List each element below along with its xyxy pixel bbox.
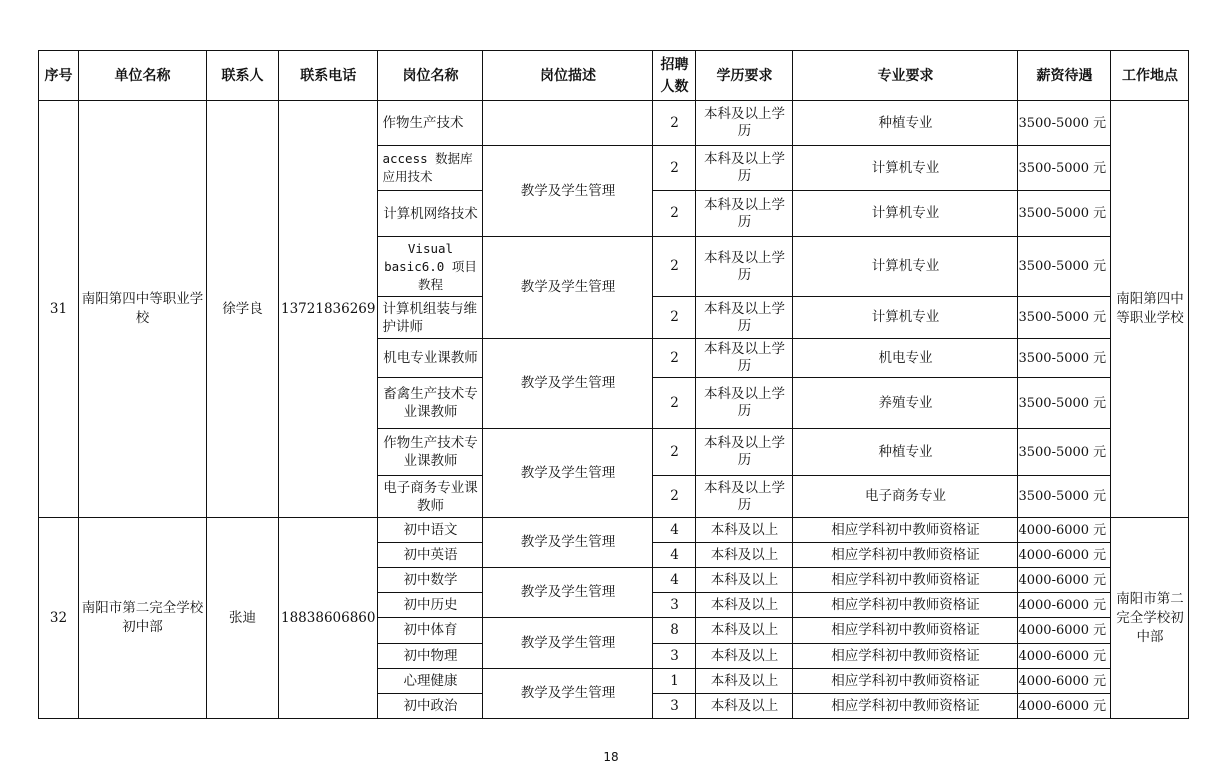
salary: 4000-6000 元 — [1018, 518, 1111, 543]
header-desc: 岗位描述 — [483, 51, 653, 101]
hire-count: 3 — [653, 593, 696, 618]
job-title: 初中语文 — [378, 518, 483, 543]
hire-count: 2 — [653, 429, 696, 476]
recruitment-table — [38, 50, 1189, 719]
hire-count: 4 — [653, 568, 696, 593]
unit-name: 南阳第四中等职业学校 — [79, 101, 207, 518]
education-req: 本科及以上学历 — [696, 101, 793, 146]
header-job: 岗位名称 — [378, 51, 483, 101]
group-no: 32 — [39, 518, 79, 719]
job-title: 畜禽生产技术专业课教师 — [378, 378, 483, 429]
salary: 4000-6000 元 — [1018, 543, 1111, 568]
header-no: 序号 — [39, 51, 79, 101]
job-title: 初中政治 — [378, 694, 483, 719]
education-req: 本科及以上学历 — [696, 476, 793, 518]
salary: 3500-5000 元 — [1018, 378, 1111, 429]
salary: 4000-6000 元 — [1018, 694, 1111, 719]
work-location: 南阳市第二完全学校初中部 — [1111, 518, 1189, 719]
education-req: 本科及以上学历 — [696, 191, 793, 237]
hire-count: 2 — [653, 237, 696, 297]
salary: 3500-5000 元 — [1018, 146, 1111, 191]
job-title: 初中历史 — [378, 593, 483, 618]
job-title: 作物生产技术 — [378, 101, 483, 146]
job-desc: 教学及学生管理 — [483, 339, 653, 429]
job-title: 机电专业课教师 — [378, 339, 483, 378]
hire-count: 3 — [653, 694, 696, 719]
job-desc — [483, 101, 653, 146]
major-req: 相应学科初中教师资格证 — [793, 618, 1018, 644]
major-req: 相应学科初中教师资格证 — [793, 593, 1018, 618]
major-req: 相应学科初中教师资格证 — [793, 644, 1018, 669]
job-title: 初中体育 — [378, 618, 483, 644]
work-location: 南阳第四中等职业学校 — [1111, 101, 1189, 518]
job-title: 电子商务专业课教师 — [378, 476, 483, 518]
major-req: 机电专业 — [793, 339, 1018, 378]
header-location: 工作地点 — [1111, 51, 1189, 101]
education-req: 本科及以上 — [696, 644, 793, 669]
job-title: access 数据库应用技术 — [378, 146, 483, 191]
education-req: 本科及以上 — [696, 593, 793, 618]
header-row — [39, 51, 1189, 101]
hire-count: 2 — [653, 101, 696, 146]
table-row — [39, 101, 1189, 146]
major-req: 计算机专业 — [793, 146, 1018, 191]
education-req: 本科及以上 — [696, 543, 793, 568]
job-desc: 教学及学生管理 — [483, 237, 653, 339]
header-major: 专业要求 — [793, 51, 1018, 101]
header-count: 招聘人数 — [653, 51, 696, 101]
major-req: 养殖专业 — [793, 378, 1018, 429]
salary: 3500-5000 元 — [1018, 476, 1111, 518]
hire-count: 2 — [653, 297, 696, 339]
salary: 4000-6000 元 — [1018, 644, 1111, 669]
education-req: 本科及以上 — [696, 618, 793, 644]
job-title: Visual basic6.0 项目教程 — [378, 237, 483, 297]
hire-count: 1 — [653, 669, 696, 694]
job-desc: 教学及学生管理 — [483, 669, 653, 719]
job-title: 计算机组装与维护讲师 — [378, 297, 483, 339]
education-req: 本科及以上学历 — [696, 237, 793, 297]
contact-name: 张迪 — [207, 518, 279, 719]
education-req: 本科及以上 — [696, 568, 793, 593]
unit-name: 南阳市第二完全学校初中部 — [79, 518, 207, 719]
hire-count: 2 — [653, 191, 696, 237]
job-desc: 教学及学生管理 — [483, 568, 653, 618]
major-req: 相应学科初中教师资格证 — [793, 669, 1018, 694]
header-unit: 单位名称 — [79, 51, 207, 101]
major-req: 电子商务专业 — [793, 476, 1018, 518]
hire-count: 4 — [653, 518, 696, 543]
header-salary: 薪资待遇 — [1018, 51, 1111, 101]
salary: 4000-6000 元 — [1018, 618, 1111, 644]
education-req: 本科及以上 — [696, 669, 793, 694]
salary: 4000-6000 元 — [1018, 593, 1111, 618]
job-title: 作物生产技术专业课教师 — [378, 429, 483, 476]
job-desc: 教学及学生管理 — [483, 146, 653, 237]
salary: 4000-6000 元 — [1018, 669, 1111, 694]
salary: 3500-5000 元 — [1018, 101, 1111, 146]
header-contact: 联系人 — [207, 51, 279, 101]
major-req: 计算机专业 — [793, 191, 1018, 237]
job-title: 心理健康 — [378, 669, 483, 694]
education-req: 本科及以上学历 — [696, 146, 793, 191]
job-title: 计算机网络技术 — [378, 191, 483, 237]
hire-count: 2 — [653, 146, 696, 191]
education-req: 本科及以上学历 — [696, 378, 793, 429]
hire-count: 2 — [653, 476, 696, 518]
salary: 3500-5000 元 — [1018, 339, 1111, 378]
table-row — [39, 518, 1189, 543]
job-title: 初中英语 — [378, 543, 483, 568]
education-req: 本科及以上学历 — [696, 297, 793, 339]
major-req: 相应学科初中教师资格证 — [793, 694, 1018, 719]
contact-phone: 13721836269 — [279, 101, 378, 518]
group-no: 31 — [39, 101, 79, 518]
hire-count: 2 — [653, 339, 696, 378]
education-req: 本科及以上学历 — [696, 339, 793, 378]
salary: 4000-6000 元 — [1018, 568, 1111, 593]
salary: 3500-5000 元 — [1018, 297, 1111, 339]
salary: 3500-5000 元 — [1018, 191, 1111, 237]
major-req: 种植专业 — [793, 429, 1018, 476]
job-desc: 教学及学生管理 — [483, 618, 653, 669]
contact-phone: 18838606860 — [279, 518, 378, 719]
major-req: 种植专业 — [793, 101, 1018, 146]
major-req: 相应学科初中教师资格证 — [793, 543, 1018, 568]
hire-count: 4 — [653, 543, 696, 568]
job-desc: 教学及学生管理 — [483, 429, 653, 518]
job-title: 初中物理 — [378, 644, 483, 669]
page-number: 18 — [603, 750, 619, 764]
job-title: 初中数学 — [378, 568, 483, 593]
major-req: 计算机专业 — [793, 297, 1018, 339]
salary: 3500-5000 元 — [1018, 237, 1111, 297]
education-req: 本科及以上学历 — [696, 429, 793, 476]
hire-count: 8 — [653, 618, 696, 644]
education-req: 本科及以上 — [696, 694, 793, 719]
hire-count: 3 — [653, 644, 696, 669]
major-req: 相应学科初中教师资格证 — [793, 518, 1018, 543]
hire-count: 2 — [653, 378, 696, 429]
major-req: 相应学科初中教师资格证 — [793, 568, 1018, 593]
salary: 3500-5000 元 — [1018, 429, 1111, 476]
header-phone: 联系电话 — [279, 51, 378, 101]
contact-name: 徐学良 — [207, 101, 279, 518]
education-req: 本科及以上 — [696, 518, 793, 543]
major-req: 计算机专业 — [793, 237, 1018, 297]
job-desc: 教学及学生管理 — [483, 518, 653, 568]
header-edu: 学历要求 — [696, 51, 793, 101]
